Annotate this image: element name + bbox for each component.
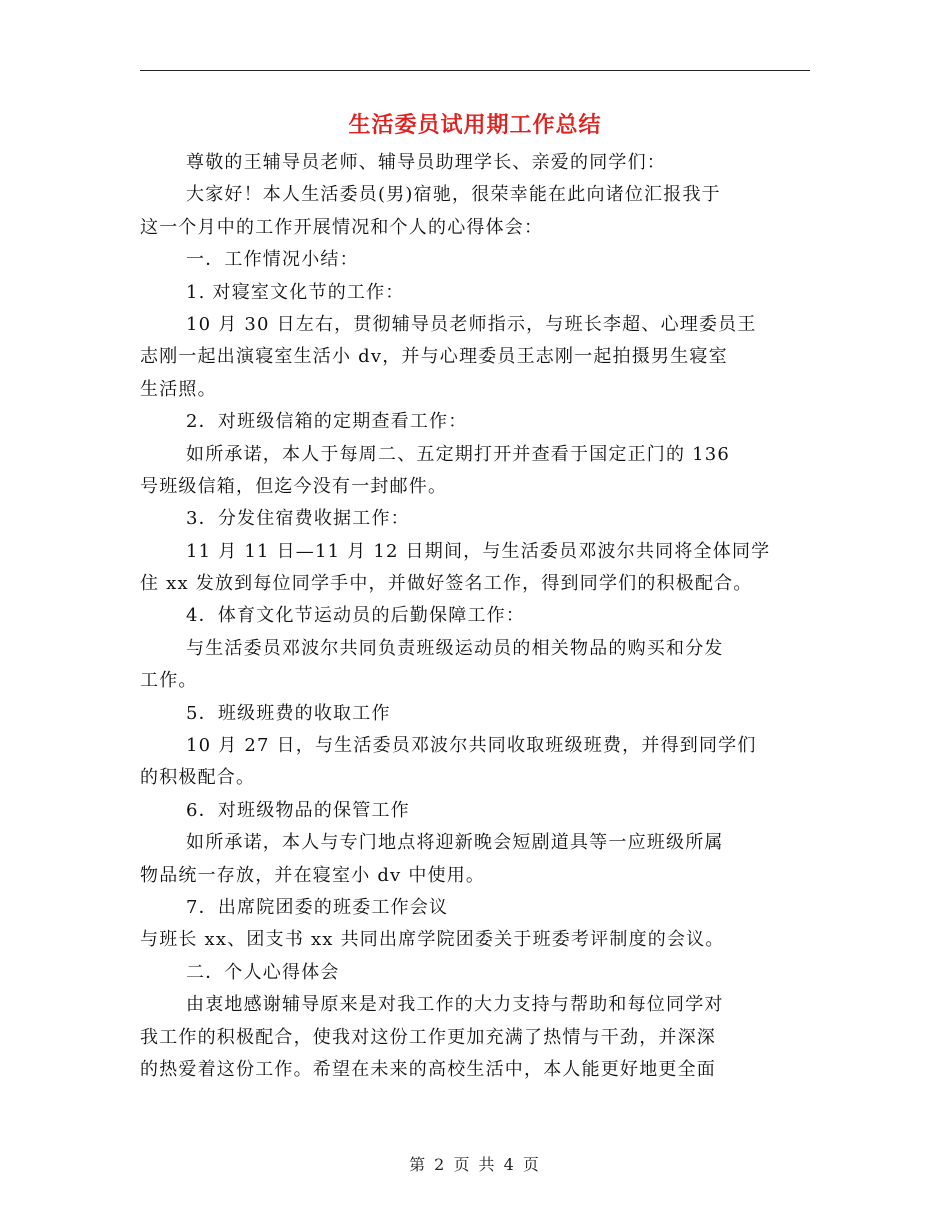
paragraph-line: 这一个月中的工作开展情况和个人的心得体会：	[140, 216, 544, 238]
paragraph-line: 住 xx 发放到每位同学手中，并做好签名工作，得到同学们的积极配合。	[140, 573, 753, 595]
paragraph-line: 大家好！本人生活委员(男)宿驰，很荣幸能在此向诸位汇报我于	[186, 184, 721, 206]
paragraph-line: 号班级信箱，但迄今没有一封邮件。	[140, 475, 448, 497]
paragraph-line: 1. 对寝室文化节的工作：	[186, 281, 405, 303]
paragraph-line: 物品统一存放，并在寝室小 dv 中使用。	[140, 864, 486, 886]
paragraph-line: 尊敬的王辅导员老师、辅导员助理学长、亲爱的同学们：	[186, 152, 666, 173]
paragraph-line: 4．体育文化节运动员的后勤保障工作：	[186, 605, 526, 627]
paragraph-line: 志刚一起出演寝室生活小 dv，并与心理委员王志刚一起拍摄男生寝室	[140, 346, 728, 368]
paragraph-line: 工作。	[140, 670, 198, 692]
paragraph-line: 11 月 11 日—11 月 12 日期间，与生活委员邓波尔共同将全体同学	[186, 540, 771, 562]
document-title: 生活委员试用期工作总结	[348, 112, 602, 138]
paragraph-line: 2．对班级信箱的定期查看工作：	[186, 411, 468, 433]
paragraph-line: 与班长 xx、团支书 xx 共同出席学院团委关于班委考评制度的会议。	[140, 929, 725, 951]
paragraph-line: 如所承诺，本人于每周二、五定期打开并查看于国定正门的 136	[186, 443, 731, 465]
paragraph-line: 3．分发住宿费收据工作：	[186, 508, 410, 530]
paragraph-line: 二．个人心得体会	[186, 961, 340, 983]
paragraph-line: 生活照。	[140, 378, 217, 400]
paragraph-line: 5．班级班费的收取工作	[186, 702, 391, 724]
paragraph-line: 10 月 27 日，与生活委员邓波尔共同收取班级班费，并得到同学们	[186, 735, 757, 757]
paragraph-line: 与生活委员邓波尔共同负责班级运动员的相关物品的购买和分发	[186, 637, 724, 659]
page-footer: 第 2 页 共 4 页	[409, 1155, 541, 1174]
paragraph-line: 由衷地感谢辅导原来是对我工作的大力支持与帮助和每位同学对	[186, 994, 724, 1016]
paragraph-line: 一．工作情况小结：	[186, 249, 359, 271]
paragraph-line: 如所承诺，本人与专门地点将迎新晚会短剧道具等一应班级所属	[186, 832, 724, 854]
paragraph-line: 我工作的积极配合，使我对这份工作更加充满了热情与干劲，并深深	[140, 1026, 716, 1048]
paragraph-line: 7．出席院团委的班委工作会议	[186, 896, 449, 918]
paragraph-line: 10 月 30 日左右，贯彻辅导员老师指示，与班长李超、心理委员王	[186, 313, 757, 335]
paragraph-line: 的热爱着这份工作。希望在未来的高校生活中，本人能更好地更全面	[140, 1058, 716, 1080]
header-rule	[140, 70, 810, 71]
document-body	[140, 147, 830, 1086]
paragraph-line: 的积极配合。	[140, 767, 256, 789]
paragraph-line: 6．对班级物品的保管工作	[186, 799, 410, 821]
